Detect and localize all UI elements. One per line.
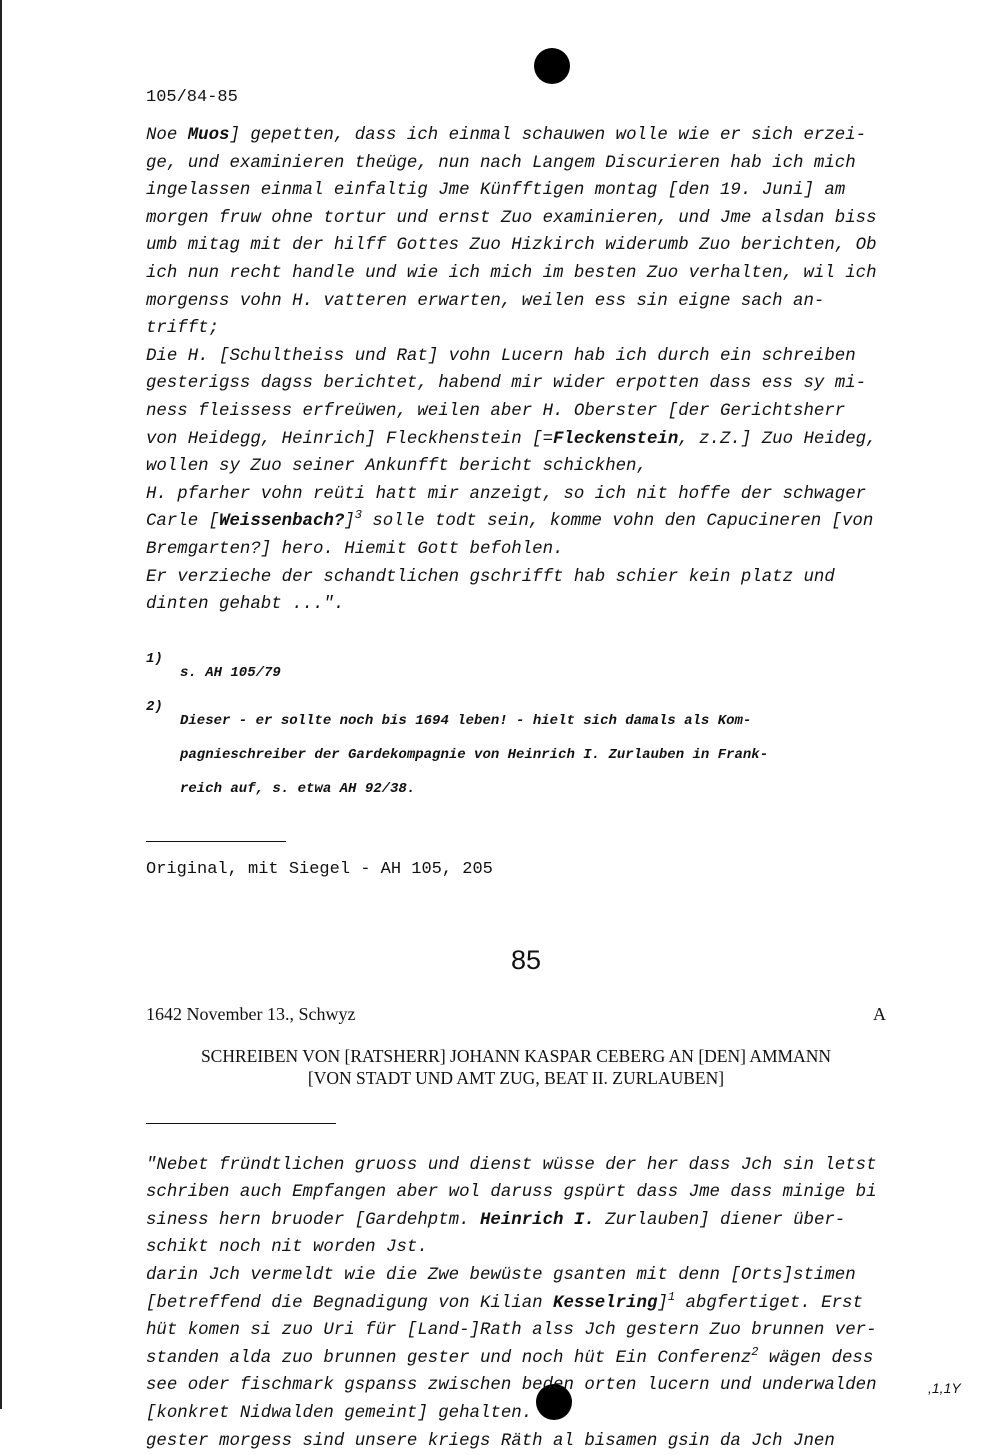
text-run: morgen fruw ohne tortur und ernst Zuo examinieren, und Jme alsdan biss bbox=[146, 208, 877, 228]
text-line bbox=[146, 1317, 916, 1345]
text-run: s. AH 105/79 bbox=[180, 664, 281, 681]
text-run: Zurlauben in Frank- bbox=[600, 746, 769, 763]
text-line bbox=[146, 1179, 916, 1207]
text-line bbox=[146, 481, 916, 509]
text-run: wollen sy Zuo seiner Ankunfft bericht schickhen, bbox=[146, 457, 647, 477]
text-run: ness fleissess erfreüwen, weilen aber H. Oberster [der Gerichtsherr bbox=[146, 401, 846, 421]
text-run: Carle [ bbox=[146, 512, 220, 532]
text-line bbox=[146, 232, 916, 260]
footnote-line bbox=[180, 779, 768, 799]
text-run: Bremgarten?] hero. Hiemit Gott befohlen. bbox=[146, 539, 564, 559]
punch-hole-top bbox=[534, 48, 570, 84]
text-run: , z.Z.] Zuo Heideg, bbox=[678, 429, 877, 449]
text-line bbox=[146, 1234, 916, 1262]
text-line bbox=[146, 122, 916, 150]
heading-line: SCHREIBEN VON [RATSHERR] JOHANN KASPAR CEBERG AN [DEN] AMMANN bbox=[200, 1045, 832, 1066]
text-line bbox=[146, 1152, 916, 1180]
text-run: Er verzieche der schandtlichen gschrifft hab schier kein platz und bbox=[146, 567, 835, 587]
text-run: ge, und examinieren theüge, nun nach Langem Discurieren hab ich mich bbox=[146, 153, 856, 173]
text-run: "Nebet fründtlichen gruoss und dienst wüsse der her dass Jch sin letst bbox=[146, 1155, 877, 1175]
bold-name: Fleckenstein bbox=[553, 429, 679, 449]
text-run: umb mitag mit der hilff Gottes Zuo Hizkirch widerumb Zuo berichten, Ob bbox=[146, 236, 877, 256]
bold-name: Heinrich I. bbox=[507, 746, 601, 763]
text-line bbox=[146, 315, 916, 343]
text-line bbox=[146, 205, 916, 233]
text-line bbox=[146, 398, 916, 426]
text-run: abgfertiget. Erst bbox=[675, 1293, 863, 1313]
footnote-number: 2) bbox=[146, 698, 163, 715]
text-line bbox=[146, 1207, 916, 1235]
text-line bbox=[146, 260, 916, 288]
text-line bbox=[146, 177, 916, 205]
text-run: morgenss vohn H. vatteren erwarten, weilen ess sin eigne sach an- bbox=[146, 291, 825, 311]
text-line bbox=[146, 591, 916, 619]
text-run: pagnieschreiber der Gardekompagnie von bbox=[180, 746, 508, 763]
document-number: 85 bbox=[510, 944, 542, 975]
text-run: ] bbox=[657, 1293, 668, 1313]
letter-continuation bbox=[146, 122, 916, 619]
text-run: [konkret Nidwalden gemeint] gehalten. bbox=[146, 1404, 533, 1424]
text-run: Zurlauben] diener über- bbox=[594, 1210, 846, 1230]
text-run: ingelassen einmal einfaltig Jme Künfftigen montag [den 19. Juni] am bbox=[146, 181, 846, 201]
text-run: Dieser - er sollte noch bis 1694 leben! - hielt sich damals als Kom- bbox=[180, 712, 752, 729]
text-run: Noe bbox=[146, 126, 188, 145]
text-run: solle todt sein, komme vohn den Capucineren [von bbox=[361, 512, 874, 532]
text-run: H. pfarher vohn reüti hatt mir anzeigt, so ich nit hoffe der schwager bbox=[146, 484, 867, 504]
footnote bbox=[146, 697, 916, 813]
text-run: see oder fischmark gspanss zwischen beden orten lucern und underwalden bbox=[146, 1376, 877, 1396]
text-run: ] gepetten, dass ich einmal schauwen wolle wie er sich erzei- bbox=[229, 126, 867, 145]
heading-line: [VON STADT UND AMT ZUG, BEAT II. ZURLAUBEN] bbox=[307, 1067, 725, 1088]
page-edge bbox=[0, 0, 2, 1409]
text-run: wägen dess bbox=[758, 1348, 874, 1368]
reference-number: 105/84-85 bbox=[146, 88, 238, 107]
footnote-line bbox=[180, 663, 281, 683]
text-line bbox=[146, 1290, 916, 1318]
text-run: hüt komen si zuo Uri für [Land-]Rath alss Jch gestern Zuo brunnen ver- bbox=[146, 1321, 877, 1341]
text-run: schriben auch Empfangen aber wol daruss gspürt dass Jme dass minige bi bbox=[146, 1183, 877, 1203]
text-line bbox=[146, 1372, 916, 1400]
bold-name: Weissenbach? bbox=[219, 512, 345, 532]
footnote-marker: 3 bbox=[354, 508, 362, 523]
footnote-line bbox=[180, 711, 768, 731]
date-place: 1642 November 13., Schwyz bbox=[146, 1003, 356, 1024]
text-line bbox=[146, 1400, 916, 1428]
dateline bbox=[146, 1004, 886, 1025]
text-line bbox=[146, 288, 916, 316]
classification-letter: A bbox=[873, 1003, 886, 1024]
bold-name: Kesselring bbox=[553, 1293, 658, 1313]
text-run: schikt noch nit worden Jst. bbox=[146, 1238, 428, 1258]
text-line bbox=[146, 508, 916, 536]
text-line bbox=[146, 150, 916, 178]
text-run: gesterigss dagss berichtet, habend mir wider erpotten dass ess sy mi- bbox=[146, 374, 867, 394]
text-run: darin Jch vermeldt wie die Zwe bewüste gsanten mit denn [Orts]stimen bbox=[146, 1266, 856, 1286]
letter-text bbox=[146, 1152, 916, 1455]
text-run: trifft; bbox=[146, 319, 220, 339]
footnote-marker: 2 bbox=[751, 1345, 759, 1360]
separator-rule bbox=[146, 1123, 336, 1124]
text-line bbox=[146, 426, 916, 454]
footnotes bbox=[146, 649, 916, 813]
text-line bbox=[146, 453, 916, 481]
footnote-text bbox=[180, 649, 281, 697]
document-body bbox=[146, 84, 916, 1455]
text-run: standen alda zuo brunnen gester und noch hüt Ein Conferenz bbox=[146, 1348, 752, 1368]
text-run: [betreffend die Begnadigung von Kilian bbox=[146, 1293, 554, 1313]
text-line bbox=[146, 1262, 916, 1290]
footnote bbox=[146, 649, 916, 697]
text-run: dinten gehabt ...". bbox=[146, 595, 345, 615]
document-heading bbox=[146, 1045, 886, 1089]
text-line bbox=[146, 370, 916, 398]
footnote-text bbox=[180, 697, 768, 813]
bold-name: Muos bbox=[187, 126, 230, 145]
text-line bbox=[146, 564, 916, 592]
text-line bbox=[146, 1345, 916, 1373]
text-run: reich auf, s. etwa AH 92/38. bbox=[180, 780, 416, 797]
text-run: ] bbox=[344, 512, 355, 532]
text-line bbox=[146, 536, 916, 564]
text-run: ich nun recht handle und wie ich mich im besten Zuo verhalten, wil ich bbox=[146, 263, 877, 283]
text-run: von Heidegg, Heinrich] Fleckhenstein [= bbox=[146, 429, 554, 449]
text-run: siness hern bruoder [Gardehptm. bbox=[146, 1210, 480, 1230]
footnote-line bbox=[180, 745, 768, 765]
footnote-number: 1) bbox=[146, 650, 163, 667]
source-note: Original, mit Siegel - AH 105, 205 bbox=[146, 859, 493, 879]
text-run: Die H. [Schultheiss und Rat] vohn Lucern hab ich durch ein schreiben bbox=[146, 346, 856, 366]
bold-name: Heinrich I. bbox=[479, 1210, 595, 1230]
footnote-marker: 1 bbox=[667, 1289, 676, 1304]
separator-rule bbox=[146, 841, 286, 842]
text-line bbox=[146, 343, 916, 371]
text-line bbox=[146, 1428, 916, 1455]
page-number: ,1,1Y bbox=[928, 1380, 961, 1396]
text-run: gester morgess sind unsere kriegs Räth al bisamen gsin da Jch Jnen bbox=[146, 1431, 835, 1451]
